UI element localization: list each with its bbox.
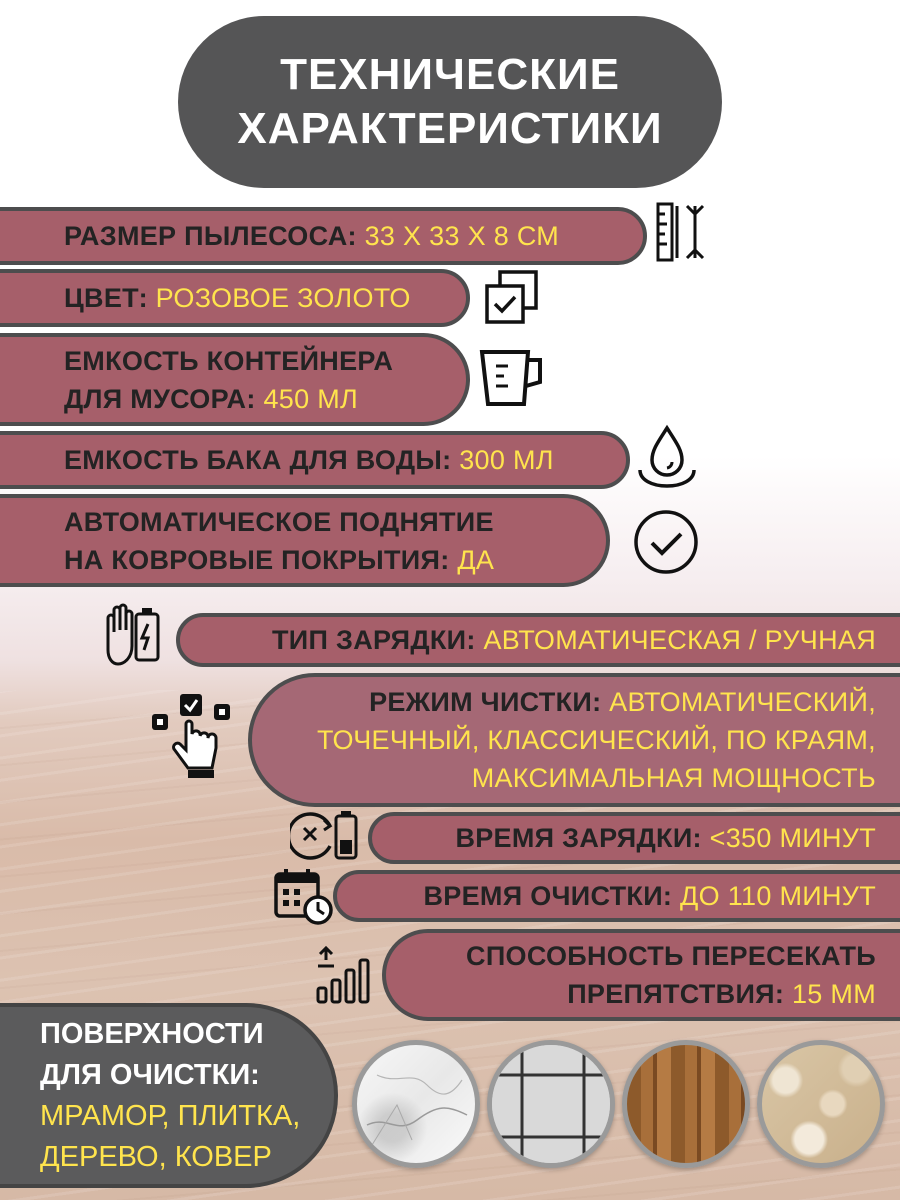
ruler-arrows-icon [655, 200, 707, 264]
spec-carpet-label-line1: АВТОМАТИЧЕСКОЕ ПОДНЯТИЕ [64, 506, 494, 537]
spec-mode-value-3: МАКСИМАЛЬНАЯ МОЩНОСТЬ [471, 763, 876, 793]
spec-mode-value-1: АВТОМАТИЧЕСКИЙ, [609, 687, 876, 717]
surfaces-panel [0, 1003, 338, 1188]
spec-charging-type [176, 613, 900, 667]
spec-clean-time-value: ДО 110 МИНУТ [680, 881, 876, 911]
spec-size-value: 33 X 33 X 8 СМ [364, 221, 560, 251]
surfaces-title-line1: ПОВЕРХНОСТИ [40, 1017, 264, 1050]
carpet-swatch [757, 1040, 885, 1168]
spec-water-tank [0, 431, 630, 489]
spec-cleaning-mode [248, 673, 900, 807]
spec-mode-label: РЕЖИМ ЧИСТКИ: [369, 687, 602, 717]
spec-dust-value: 450 МЛ [263, 383, 359, 414]
spec-color-label: ЦВЕТ: [64, 283, 148, 313]
calendar-clock-icon [272, 866, 334, 926]
surfaces-list-line1: МРАМОР, ПЛИТКА, [40, 1099, 301, 1132]
spec-dust-label-line2: ДЛЯ МУСОРА: [64, 383, 256, 414]
measuring-cup-icon [478, 346, 548, 410]
signal-bars-icon [312, 944, 382, 1006]
spec-size [0, 207, 647, 265]
spec-color [0, 269, 470, 327]
marble-veins [357, 1045, 475, 1163]
spec-mode-value-2: ТОЧЕЧНЫЙ, КЛАССИЧЕСКИЙ, ПО КРАЯМ, [316, 725, 876, 755]
spec-charge-time-value: <350 МИНУТ [709, 823, 876, 853]
page-title [178, 16, 722, 188]
surfaces-title-line2: ДЛЯ ОЧИСТКИ: [40, 1058, 260, 1091]
spec-water-label: ЕМКОСТЬ БАКА ДЛЯ ВОДЫ: [64, 445, 452, 475]
hand-touch-icon [150, 690, 232, 782]
water-drop-icon [632, 424, 702, 492]
spec-carpet-lift [0, 494, 610, 587]
timer-battery-icon [290, 806, 362, 862]
spec-color-value: РОЗОВОЕ ЗОЛОТО [155, 283, 411, 313]
spec-water-value: 300 МЛ [459, 445, 554, 475]
title-line-2: ХАРАКТЕРИСТИКИ [237, 104, 663, 153]
spec-obstacle-crossing [382, 929, 900, 1021]
spec-carpet-label-line2: НА КОВРОВЫЕ ПОКРЫТИЯ: [64, 544, 450, 575]
wood-swatch [622, 1040, 750, 1168]
checkmark-circle-icon [632, 508, 700, 576]
spec-obstacle-label-line2: ПРЕПЯТСТВИЯ: [567, 979, 785, 1009]
tile-grid [492, 1045, 610, 1163]
spec-obstacle-label-line1: СПОСОБНОСТЬ ПЕРЕСЕКАТЬ [466, 941, 876, 971]
spec-carpet-value: ДА [457, 544, 495, 575]
spec-obstacle-value: 15 ММ [791, 979, 876, 1009]
spec-clean-time-label: ВРЕМЯ ОЧИСТКИ: [423, 881, 673, 911]
title-line-1: ТЕХНИЧЕСКИЕ [280, 50, 620, 99]
spec-dust-label-line1: ЕМКОСТЬ КОНТЕЙНЕРА [64, 345, 394, 376]
marble-swatch [352, 1040, 480, 1168]
layers-check-icon [482, 268, 542, 328]
spec-dust-container [0, 333, 470, 426]
tile-swatch [487, 1040, 615, 1168]
spec-charge-type-label: ТИП ЗАРЯДКИ: [272, 625, 476, 655]
spec-charge-type-value: АВТОМАТИЧЕСКАЯ / РУЧНАЯ [483, 625, 876, 655]
spec-charge-time-label: ВРЕМЯ ЗАРЯДКИ: [455, 823, 702, 853]
hand-battery-icon [100, 600, 164, 672]
spec-size-label: РАЗМЕР ПЫЛЕСОСА: [64, 221, 357, 251]
spec-charging-time [368, 812, 900, 864]
spec-cleaning-time [333, 870, 900, 922]
surfaces-list-line2: ДЕРЕВО, КОВЕР [40, 1140, 272, 1173]
